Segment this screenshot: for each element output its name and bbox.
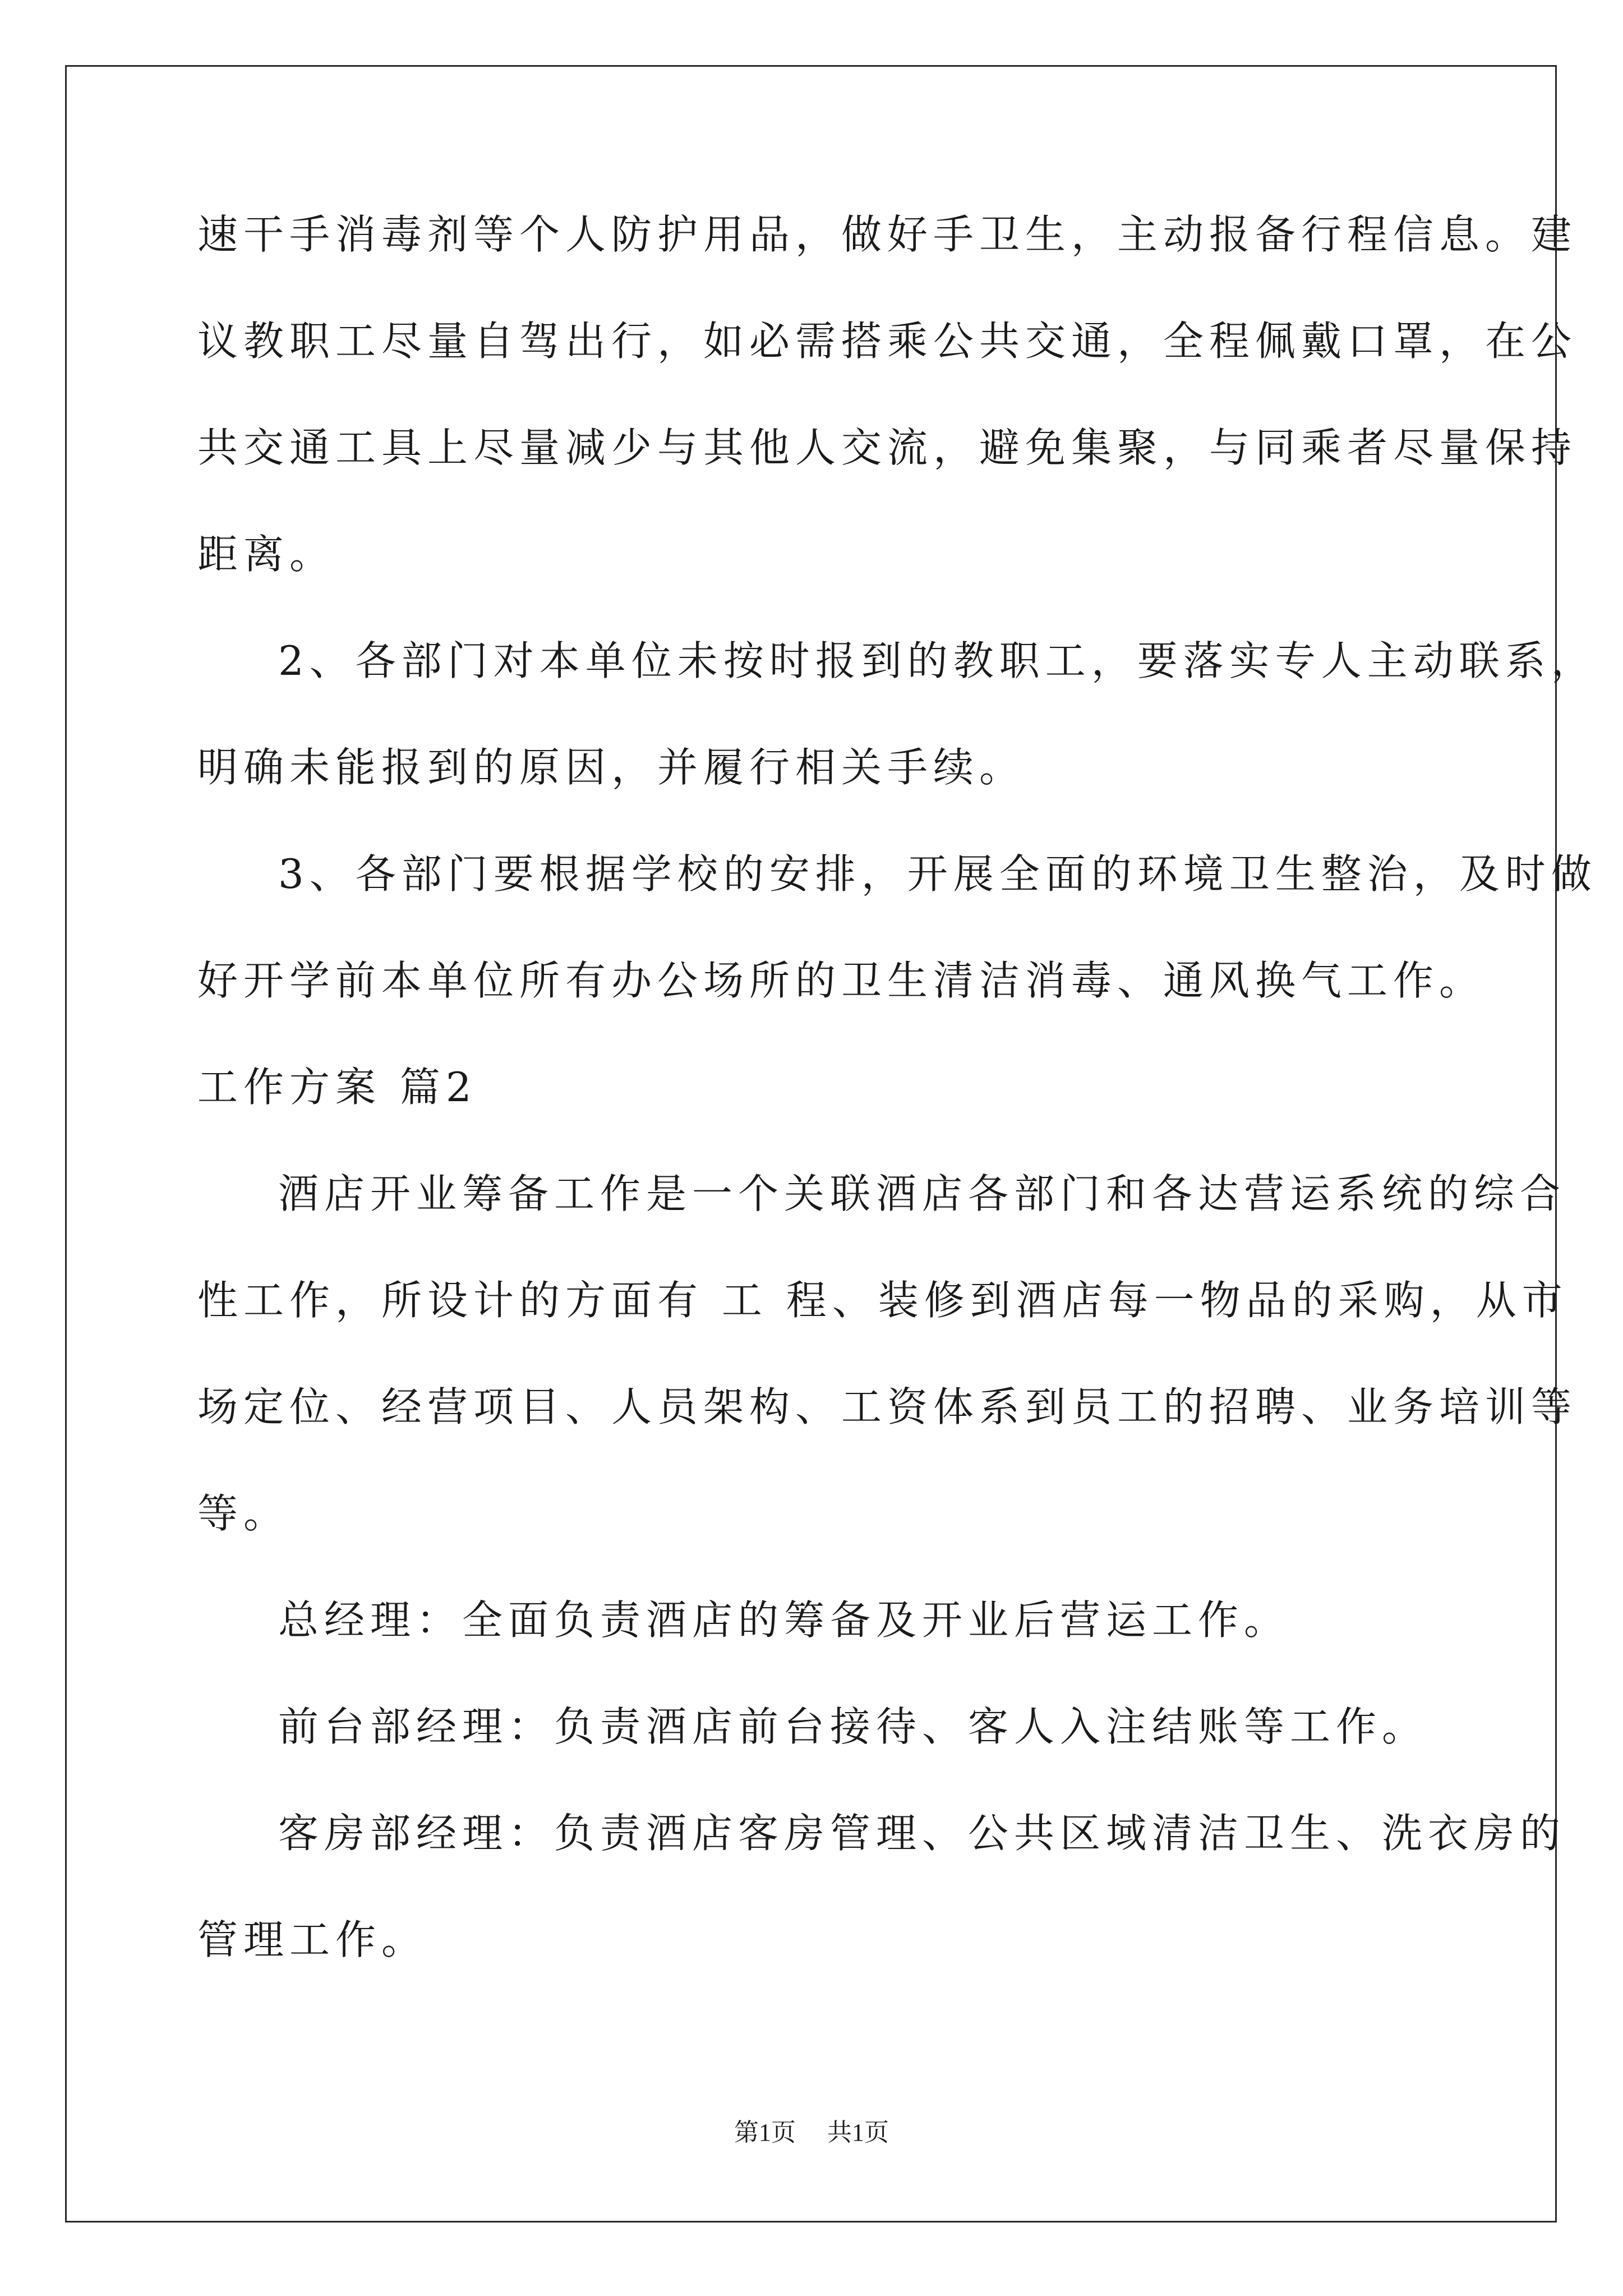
paragraph-line: 总经理：全面负责酒店的筹备及开业后营运工作。	[278, 1596, 1290, 1644]
page-border	[65, 65, 1557, 2223]
paragraph-line: 2、各部门对本单位未按时报到的教职工，要落实专人主动联系，	[278, 637, 1597, 684]
paragraph-line: 距离。	[197, 531, 336, 578]
page-footer	[0, 2116, 1623, 2150]
paragraph-line: 明确未能报到的原因，并履行相关手续。	[197, 744, 1026, 791]
paragraph-line: 好开学前本单位所有办公场所的卫生清洁消毒、通风换气工作。	[197, 957, 1486, 1004]
paragraph-line: 议教职工尽量自驾出行，如必需搭乘公共交通，全程佩戴口罩，在公	[197, 318, 1578, 365]
page-number: 第1页	[734, 2119, 796, 2146]
page-total: 共1页	[827, 2119, 889, 2146]
paragraph-line: 性工作，所设计的方面有 工 程、装修到酒店每一物品的采购，从市	[197, 1277, 1568, 1324]
paragraph-line: 共交通工具上尽量减少与其他人交流，避免集聚，与同乘者尽量保持	[197, 424, 1578, 471]
paragraph-line: 酒店开业筹备工作是一个关联酒店各部门和各达营运系统的综合	[278, 1170, 1566, 1217]
section-heading: 工作方案 篇2	[197, 1064, 477, 1111]
paragraph-line: 3、各部门要根据学校的安排，开展全面的环境卫生整治，及时做	[278, 850, 1597, 898]
paragraph-line: 客房部经理：负责酒店客房管理、公共区域清洁卫生、洗衣房的	[278, 1810, 1566, 1857]
paragraph-line: 管理工作。	[197, 1916, 428, 1963]
paragraph-line: 速干手消毒剂等个人防护用品，做好手卫生，主动报备行程信息。建	[197, 211, 1578, 258]
paragraph-line: 等。	[197, 1490, 290, 1537]
paragraph-line: 前台部经理：负责酒店前台接待、客人入注结账等工作。	[278, 1703, 1428, 1750]
paragraph-line: 场定位、经营项目、人员架构、工资体系到员工的招聘、业务培训等	[197, 1383, 1578, 1430]
